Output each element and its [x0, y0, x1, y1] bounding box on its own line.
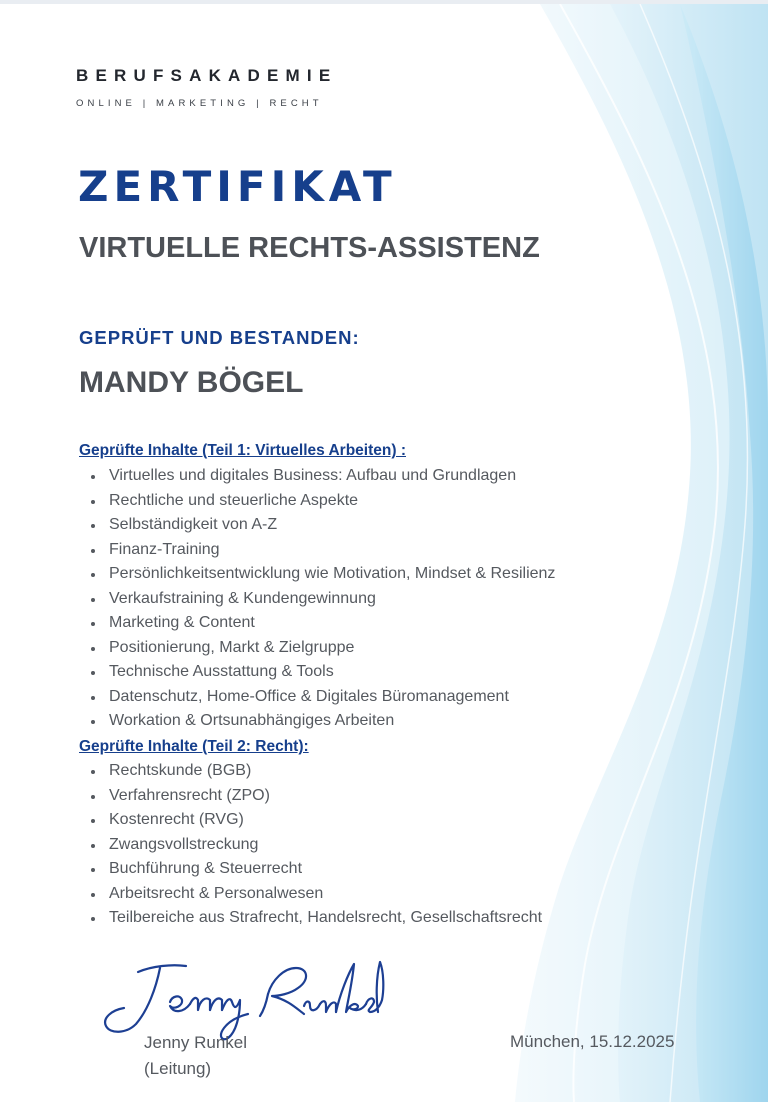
- certificate-content: [0, 4, 768, 1102]
- list-item: Virtuelles und digitales Business: Aufbau und Grundlagen: [88, 464, 555, 489]
- list-item: Kostenrecht (RVG): [88, 808, 542, 833]
- list-item: Rechtskunde (BGB): [88, 759, 542, 784]
- list-item: Positionierung, Markt & Zielgruppe: [88, 636, 555, 661]
- list-item: Persönlichkeitsentwicklung wie Motivation, Mindset & Resilienz: [88, 562, 555, 587]
- recipient-name: MANDY BÖGEL: [79, 366, 304, 399]
- topic-list-part-1: [88, 464, 555, 734]
- section-heading-part-2: Geprüfte Inhalte (Teil 2: Recht):: [79, 738, 309, 755]
- section-heading-part-1: Geprüfte Inhalte (Teil 1: Virtuelles Arbeiten) :: [79, 442, 406, 459]
- list-item: Datenschutz, Home-Office & Digitales Büromanagement: [88, 685, 555, 710]
- list-item: Rechtliche und steuerliche Aspekte: [88, 489, 555, 514]
- list-item: Arbeitsrecht & Personalwesen: [88, 882, 542, 907]
- list-item: Teilbereiche aus Strafrecht, Handelsrecht, Gesellschaftsrecht: [88, 906, 542, 931]
- list-item: Zwangsvollstreckung: [88, 833, 542, 858]
- place-date: München, 15.12.2025: [510, 1032, 675, 1051]
- list-item: Technische Ausstattung & Tools: [88, 660, 555, 685]
- list-item: Verkaufstraining & Kundengewinnung: [88, 587, 555, 612]
- topic-list-part-2: [88, 759, 542, 931]
- signer-role: (Leitung): [144, 1059, 212, 1078]
- certificate-page: [0, 4, 768, 1102]
- signer-name: Jenny Runkel: [144, 1033, 248, 1052]
- list-item: Buchführung & Steuerrecht: [88, 857, 542, 882]
- list-item: Selbständigkeit von A-Z: [88, 513, 555, 538]
- passed-label: GEPRÜFT UND BESTANDEN:: [79, 327, 360, 348]
- certificate-subtitle: VIRTUELLE RECHTS-ASSISTENZ: [79, 232, 540, 264]
- list-item: Verfahrensrecht (ZPO): [88, 784, 542, 809]
- certificate-title: ZERTIFIKAT: [78, 162, 397, 211]
- signer-block: [144, 1030, 247, 1082]
- list-item: Workation & Ortsunabhängiges Arbeiten: [88, 709, 555, 734]
- brand-name: BERUFSAKADEMIE: [76, 66, 338, 85]
- list-item: Finanz-Training: [88, 538, 555, 563]
- list-item: Marketing & Content: [88, 611, 555, 636]
- brand-tagline: ONLINE | MARKETING | RECHT: [76, 98, 323, 109]
